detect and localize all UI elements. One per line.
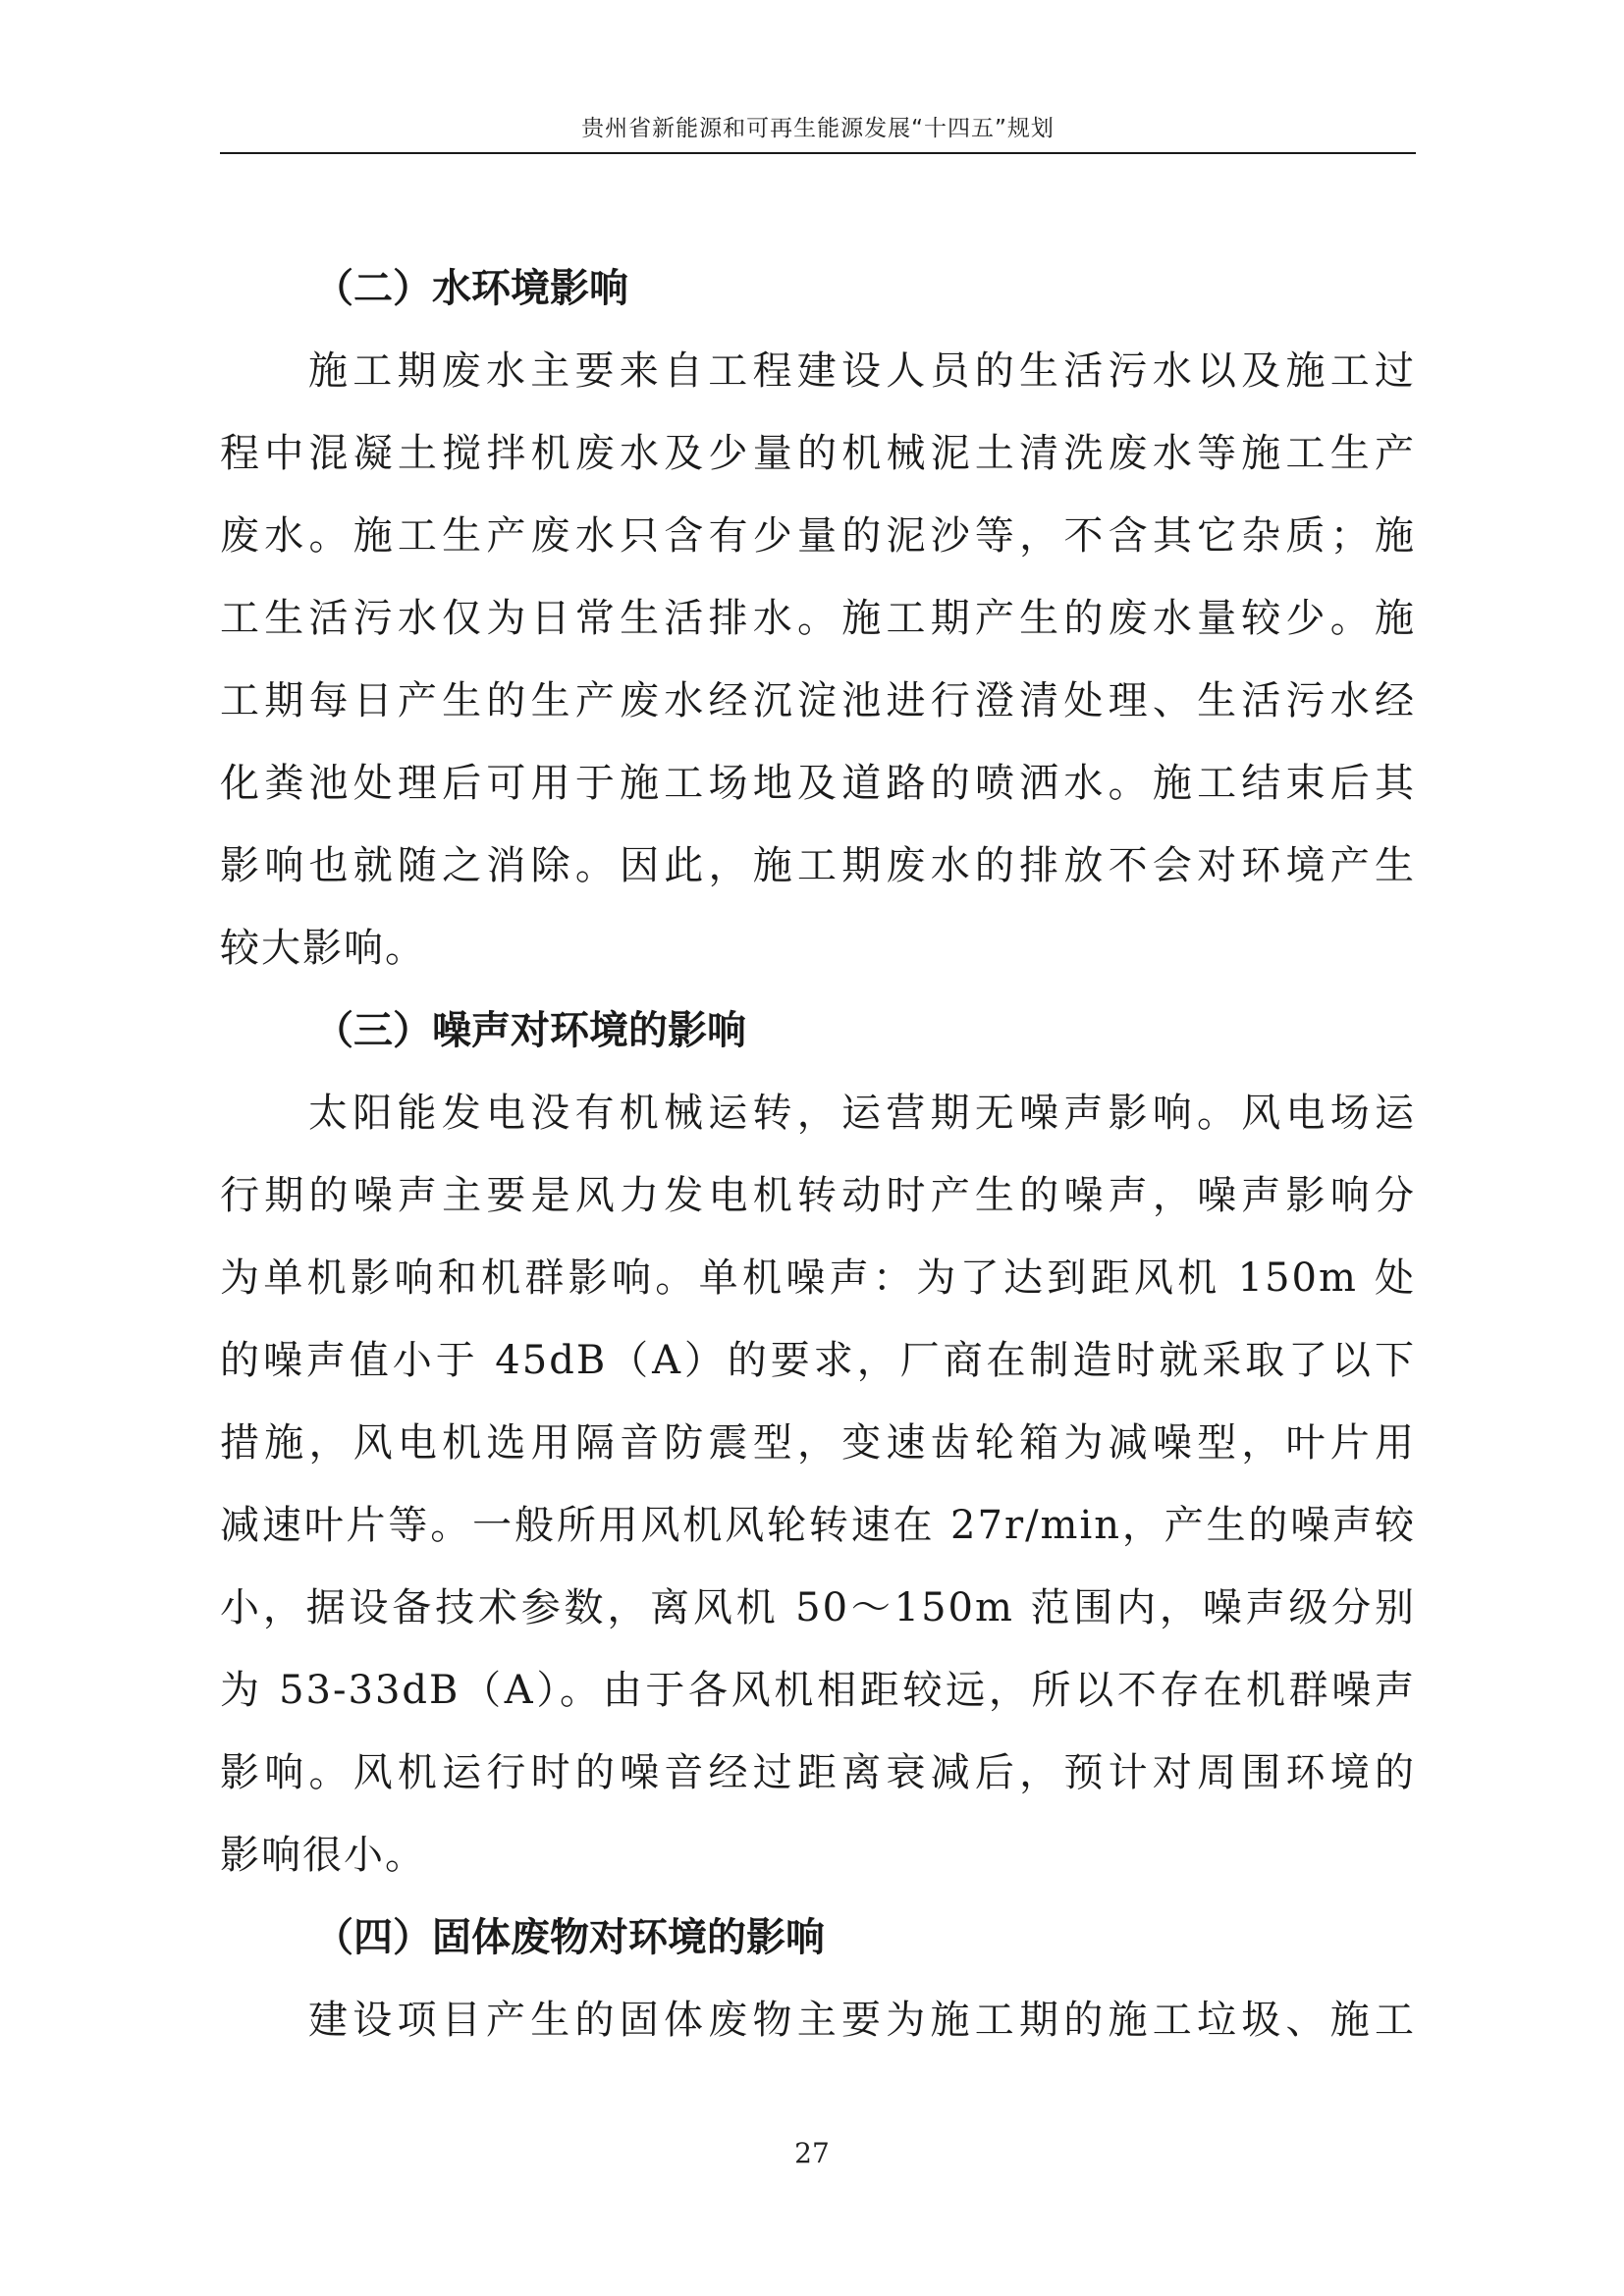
paragraph-line: 化粪池处理后可用于施工场地及道路的喷洒水。施工结束后其 — [220, 761, 1416, 806]
document-body — [220, 247, 1416, 2061]
paragraph-line: 措施，风电机选用隔音防震型，变速齿轮箱为减噪型，叶片用 — [220, 1420, 1416, 1466]
page-number: 27 — [794, 2137, 830, 2169]
section-heading-noise: （三）噪声对环境的影响 — [314, 1008, 746, 1053]
paragraph-line: 为 53-33dB（A）。由于各风机相距较远，所以不存在机群噪声 — [220, 1668, 1416, 1713]
paragraph-line: 废水。施工生产废水只含有少量的泥沙等，不含其它杂质；施 — [220, 513, 1416, 559]
paragraph-line: 太阳能发电没有机械运转，运营期无噪声影响。风电场运 — [308, 1091, 1416, 1136]
paragraph-line: 影响很小。 — [220, 1833, 426, 1878]
paragraph-line: 的噪声值小于 45dB（A）的要求，厂商在制造时就采取了以下 — [220, 1338, 1416, 1383]
paragraph-line: 建设项目产生的固体废物主要为施工期的施工垃圾、施工 — [308, 1998, 1416, 2043]
paragraph-line: 工期每日产生的生产废水经沉淀池进行澄清处理、生活污水经 — [220, 678, 1416, 723]
paragraph-line: 减速叶片等。一般所用风机风轮转速在 27r/min，产生的噪声较 — [220, 1503, 1416, 1548]
paragraph-line: 行期的噪声主要是风力发电机转动时产生的噪声，噪声影响分 — [220, 1173, 1416, 1218]
paragraph-line: 小，据设备技术参数，离风机 50～150m 范围内，噪声级分别 — [220, 1585, 1416, 1630]
paragraph-line: 影响也就随之消除。因此，施工期废水的排放不会对环境产生 — [220, 843, 1416, 888]
header-rule — [220, 152, 1416, 154]
paragraph-line: 工生活污水仅为日常生活排水。施工期产生的废水量较少。施 — [220, 596, 1416, 641]
paragraph-line: 影响。风机运行时的噪音经过距离衰减后，预计对周围环境的 — [220, 1750, 1416, 1795]
paragraph-line: 程中混凝土搅拌机废水及少量的机械泥土清洗废水等施工生产 — [220, 431, 1416, 476]
paragraph-line: 为单机影响和机群影响。单机噪声：为了达到距风机 150m 处 — [220, 1255, 1416, 1301]
paragraph-line: 施工期废水主要来自工程建设人员的生活污水以及施工过 — [308, 348, 1416, 394]
running-header: 贵州省新能源和可再生能源发展“十四五”规划 — [581, 116, 1055, 141]
section-heading-water: （二）水环境影响 — [314, 266, 628, 311]
section-heading-solid-waste: （四）固体废物对环境的影响 — [314, 1915, 825, 1960]
paragraph-line: 较大影响。 — [220, 926, 426, 971]
